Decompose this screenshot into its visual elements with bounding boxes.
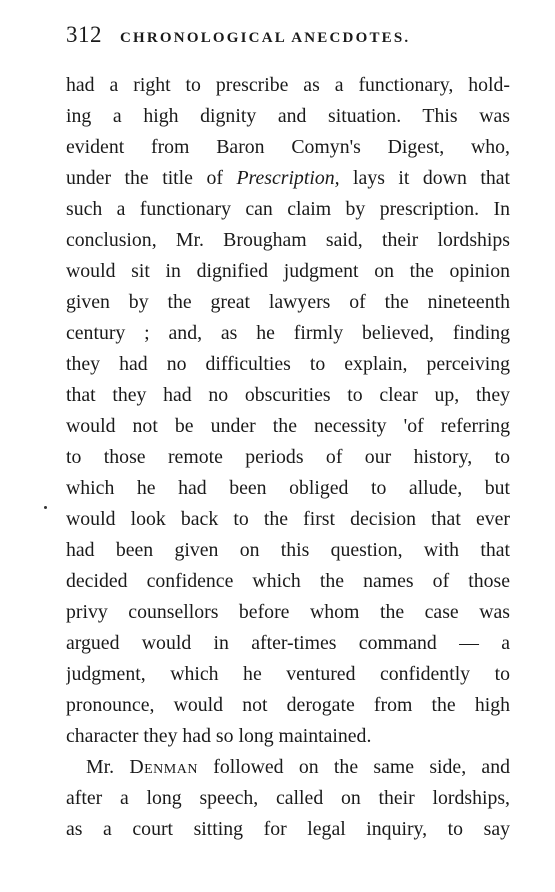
page-header [66,22,410,48]
text-line: would not be under the necessity 'of referring [66,415,510,437]
text-line [66,163,510,194]
text-line: evident from Baron Comyn's Digest, who, [66,136,510,158]
text-line: decided confidence which the names of those [66,570,510,592]
text-line: privy counsellors before whom the case was [66,601,510,623]
text-line: to those remote periods of our history, to [66,446,510,468]
smallcaps-name: Denman [129,756,198,778]
text-run: lays it down that [339,167,510,189]
text-line: such a functionary can claim by prescription. In [66,198,510,220]
text-line [66,752,510,783]
text-line: had been given on this question, with that [66,539,510,561]
ink-speck [44,506,47,509]
text-line: which he had been obliged to allude, but [66,477,510,499]
text-line: after a long speech, called on their lordships, [66,787,510,809]
body-text [66,70,510,845]
text-line: given by the great lawyers of the nineteenth [66,291,510,313]
text-line: that they had no obscurities to clear up, they [66,384,510,406]
italic-term: Prescription, [236,167,340,189]
running-head: CHRONOLOGICAL ANECDOTES. [120,30,411,46]
text-line: conclusion, Mr. Brougham said, their lordships [66,229,510,251]
text-line: pronounce, would not derogate from the high [66,694,510,716]
text-line: would sit in dignified judgment on the opinion [66,260,510,282]
text-line: would look back to the first decision that ever [66,508,510,530]
text-line: argued would in after-times command — a [66,632,510,654]
text-run: followed on the same side, and [197,756,510,778]
text-line: century ; and, as he firmly believed, finding [66,322,510,344]
text-line: judgment, which he ventured confidently to [66,663,510,685]
text-line: had a right to prescribe as a functionary, hold- [66,74,510,96]
text-run: under the title of [66,167,237,189]
page-number: 312 [66,22,102,47]
text-run: Mr. [86,756,130,778]
text-line: character they had so long maintained. [66,725,372,747]
text-line: ing a high dignity and situation. This was [66,105,510,127]
text-line: as a court sitting for legal inquiry, to say [66,818,510,840]
text-line: they had no difficulties to explain, perceiving [66,353,510,375]
